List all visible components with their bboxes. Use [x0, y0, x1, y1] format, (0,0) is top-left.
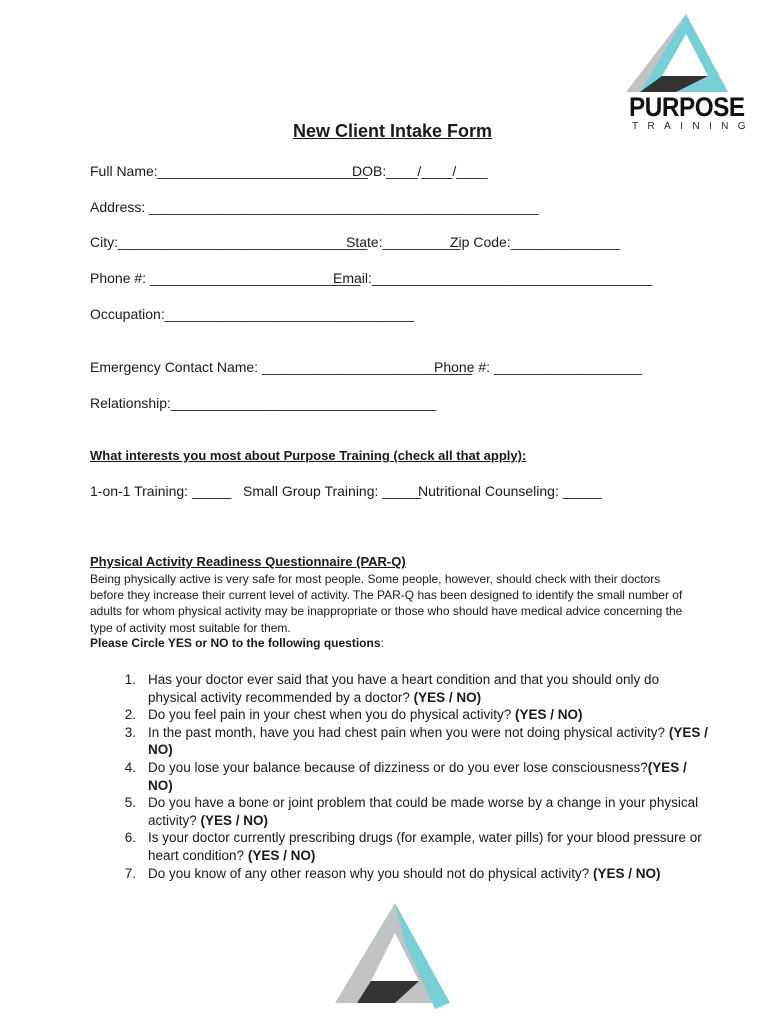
- yes-no-answer[interactable]: (YES / NO): [148, 724, 708, 758]
- question-number: 7.: [124, 865, 136, 881]
- interests-heading: What interests you most about Purpose Training (check all that apply):: [90, 448, 527, 463]
- question-number: 1.: [124, 672, 136, 687]
- footer-triangle-logo-icon: [335, 903, 450, 1009]
- logo-subtitle: TRAINING: [632, 121, 755, 132]
- parq-question: [108, 671, 708, 706]
- parq-question: [108, 706, 708, 724]
- interest-option-nutrition[interactable]: Nutritional Counseling: _____: [418, 483, 602, 499]
- question-number: 5.: [124, 795, 136, 811]
- parq-question: [108, 829, 708, 864]
- yes-no-answer[interactable]: (YES / NO): [148, 759, 687, 793]
- emergency-contact-name-field[interactable]: Emergency Contact Name: ___________________________: [90, 359, 473, 375]
- zip-field[interactable]: Zip Code:______________: [450, 234, 620, 250]
- parq-intro: Being physically active is very safe for most people. Some people, however, should check with their doctors before they increase their current level of activity. The PAR-Q has been designed to identify the small number of adults for whom physical activity may be inappropriate or those who should have medical advice concerning the type of activity most suitable for them.: [90, 572, 683, 635]
- question-text: Has your doctor ever said that you have a heart condition and that you should only do physical activity recommended by a doctor?: [148, 672, 660, 705]
- question-number: 3.: [124, 724, 136, 740]
- form-title: New Client Intake Form: [293, 121, 493, 141]
- relationship-field[interactable]: Relationship:__________________________________: [90, 395, 436, 411]
- question-number: 4.: [124, 759, 136, 775]
- city-field[interactable]: City:________________________________: [90, 234, 368, 250]
- yes-no-answer[interactable]: (YES / NO): [514, 707, 583, 723]
- phone-field[interactable]: Phone #: ___________________________: [90, 270, 361, 286]
- email-field[interactable]: Email:____________________________________: [333, 270, 653, 286]
- emergency-phone-field[interactable]: Phone #: ___________________: [434, 359, 642, 375]
- question-text: Do you know of any other reason why you should not do physical activity?: [148, 865, 590, 881]
- state-field[interactable]: State:__________: [346, 234, 461, 250]
- parq-instruction-text: Please Circle YES or NO to the following questions: [90, 636, 381, 650]
- parq-question: [108, 794, 708, 829]
- yes-no-answer[interactable]: (YES / NO): [413, 689, 482, 705]
- question-text: In the past month, have you had chest pain when you were not doing physical activity?: [148, 724, 666, 740]
- address-field[interactable]: Address: __________________________________________________: [90, 199, 539, 215]
- yes-no-answer[interactable]: (YES / NO): [593, 865, 661, 881]
- parq-instruction-colon: :: [380, 636, 384, 650]
- parq-question: [108, 759, 708, 794]
- parq-question-list: [108, 671, 708, 882]
- parq-question: [108, 724, 708, 759]
- full-name-field[interactable]: Full Name:___________________________: [90, 163, 368, 179]
- question-text: Do you have a bone or joint problem that could be made worse by a change in your physical activity?: [148, 795, 699, 828]
- interest-option-small-group[interactable]: Small Group Training: _____: [243, 483, 422, 499]
- yes-no-answer[interactable]: (YES / NO): [247, 847, 316, 863]
- question-text: Do you feel pain in your chest when you do physical activity?: [148, 707, 512, 723]
- occupation-field[interactable]: Occupation:________________________________: [90, 306, 414, 322]
- question-number: 6.: [124, 830, 136, 846]
- parq-instruction: [90, 636, 384, 650]
- yes-no-answer[interactable]: (YES / NO): [200, 812, 269, 828]
- dob-field[interactable]: DOB:____/____/____: [352, 163, 488, 179]
- interest-option-1on1[interactable]: 1-on-1 Training: _____: [90, 483, 231, 499]
- parq-heading: Physical Activity Readiness Questionnaire (PAR-Q): [90, 554, 406, 569]
- parq-question: [108, 865, 708, 883]
- question-number: 2.: [124, 707, 136, 723]
- question-text: Do you lose your balance because of dizziness or do you ever lose consciousness?: [148, 759, 648, 775]
- question-text: Is your doctor currently prescribing drugs (for example, water pills) for your blood pressure or heart condition?: [148, 830, 702, 863]
- logo-wordmark: PURPOSE: [629, 92, 745, 122]
